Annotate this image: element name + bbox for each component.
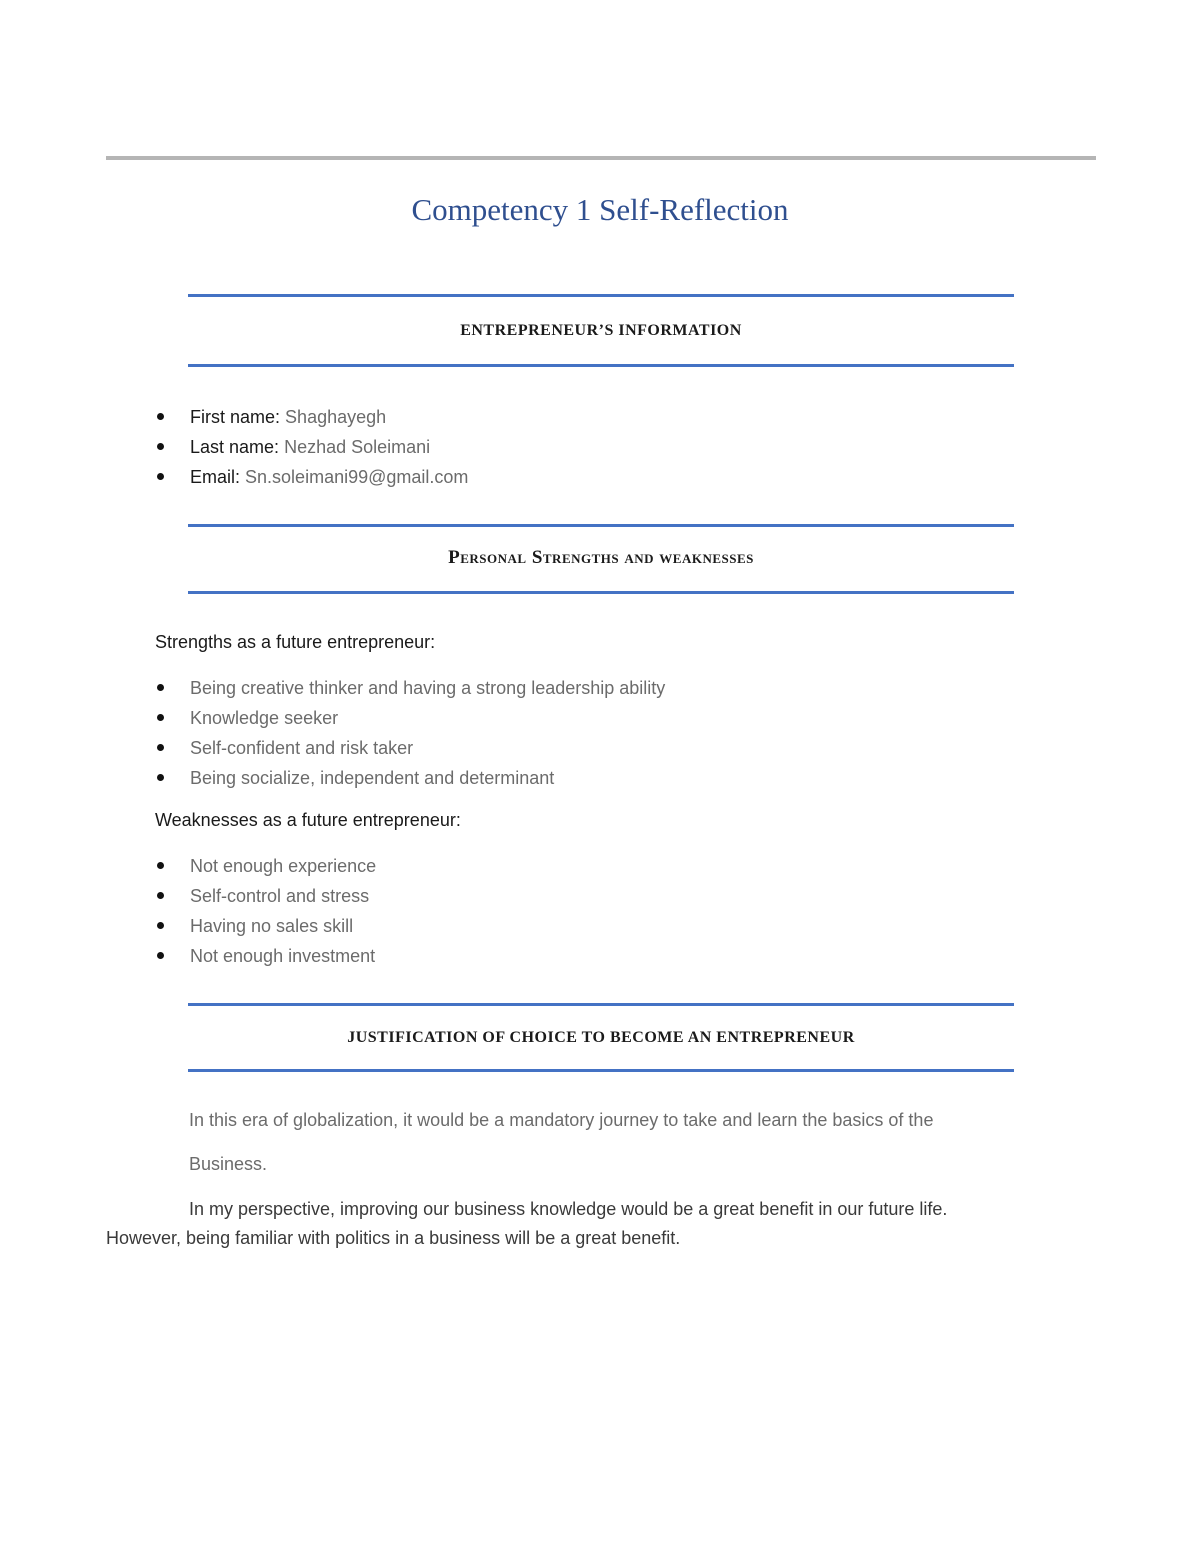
section-justification-top-rule [188, 1003, 1014, 1006]
bullet-icon [157, 922, 164, 929]
strengths-label: Strengths as a future entrepreneur: [155, 632, 436, 652]
document-title: Competency 1 Self-Reflection [411, 192, 789, 227]
list-item [155, 733, 665, 763]
field-value: Nezhad Soleimani [284, 437, 431, 457]
paragraph-line: Business. [189, 1154, 268, 1174]
list-item [155, 911, 376, 941]
bullet-icon [157, 714, 164, 721]
section-strengths-top-rule [188, 524, 1014, 527]
list-item [155, 703, 665, 733]
info-item-first-name [155, 402, 468, 432]
list-item-text: Self-control and stress [190, 886, 370, 906]
list-item [155, 941, 376, 971]
section-strengths-bottom-rule [188, 591, 1014, 594]
weaknesses-label: Weaknesses as a future entrepreneur: [155, 810, 461, 830]
list-item-text: Self-confident and risk taker [190, 738, 414, 758]
top-divider [106, 156, 1096, 160]
list-item [155, 851, 376, 881]
list-item-text: Knowledge seeker [190, 708, 339, 728]
bullet-icon [157, 413, 164, 420]
section-justification-bottom-rule [188, 1069, 1014, 1072]
field-label: Last name: [190, 437, 280, 457]
field-label: First name: [190, 407, 281, 427]
bullet-icon [157, 443, 164, 450]
bullet-icon [157, 862, 164, 869]
list-item [155, 881, 376, 911]
section-info-heading: ENTREPRENEUR’S INFORMATION [460, 322, 742, 339]
info-item-last-name [155, 432, 468, 462]
list-item-text: Being creative thinker and having a strong leadership ability [190, 678, 666, 698]
info-list [155, 402, 468, 492]
list-item [155, 763, 665, 793]
list-item-text: Not enough experience [190, 856, 377, 876]
bullet-icon [157, 684, 164, 691]
weaknesses-list [155, 851, 376, 971]
list-item-text: Not enough investment [190, 946, 376, 966]
field-label: Email: [190, 467, 241, 487]
section-info-top-rule [188, 294, 1014, 297]
paragraph-line: In this era of globalization, it would be a mandatory journey to take and learn the basics of the [189, 1110, 934, 1130]
bullet-icon [157, 952, 164, 959]
section-justification-heading: JUSTIFICATION OF CHOICE TO BECOME AN ENTREPRENEUR [347, 1029, 855, 1046]
list-item-text: Having no sales skill [190, 916, 354, 936]
info-item-email [155, 462, 468, 492]
paragraph-line: In my perspective, improving our business knowledge would be a great benefit in our future life. [189, 1199, 948, 1219]
bullet-icon [157, 892, 164, 899]
strengths-list [155, 673, 665, 793]
bullet-icon [157, 744, 164, 751]
bullet-icon [157, 774, 164, 781]
section-strengths-heading: Personal Strengths and weaknesses [448, 547, 754, 568]
field-value: Sn.soleimani99@gmail.com [245, 467, 469, 487]
field-value: Shaghayegh [285, 407, 387, 427]
list-item-text: Being socialize, independent and determinant [190, 768, 555, 788]
bullet-icon [157, 473, 164, 480]
list-item [155, 673, 665, 703]
section-info-bottom-rule [188, 364, 1014, 367]
paragraph-line: However, being familiar with politics in a business will be a great benefit. [106, 1228, 681, 1248]
